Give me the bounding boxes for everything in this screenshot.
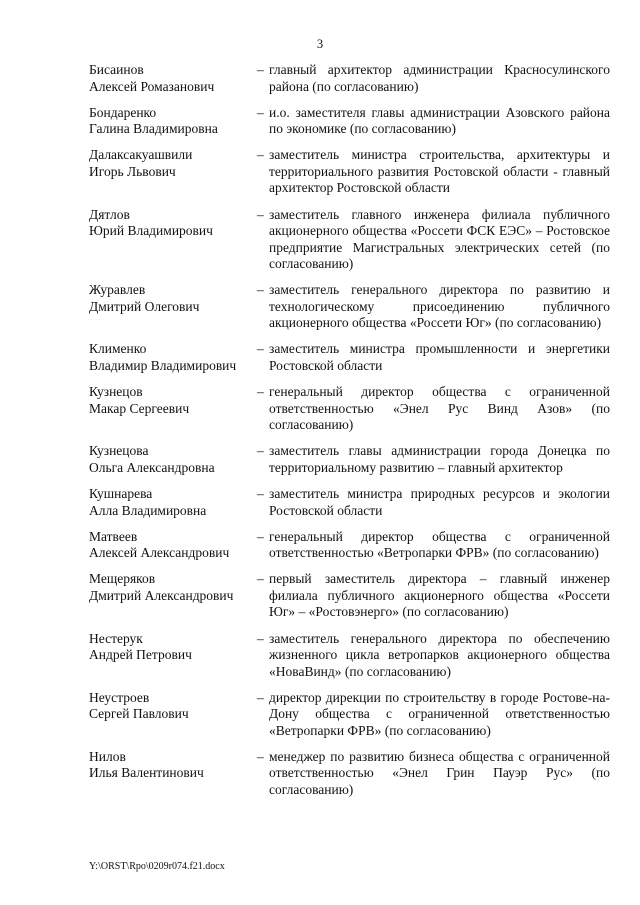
member-given-name: Ольга Александровна	[89, 459, 215, 475]
member-surname: Дятлов	[89, 206, 130, 222]
member-name	[89, 443, 257, 476]
dash-separator: –	[257, 384, 264, 400]
dash-separator: –	[257, 486, 264, 501]
member-surname: Матвеев	[89, 528, 138, 544]
list-item	[89, 105, 610, 138]
member-name	[89, 282, 257, 315]
dash-separator: –	[257, 689, 264, 705]
member-name	[89, 631, 257, 664]
member-given-name: Илья Валентинович	[89, 765, 204, 781]
list-item	[89, 749, 610, 799]
member-name	[89, 341, 257, 374]
member-name	[89, 105, 257, 138]
dash-separator: –	[257, 630, 264, 646]
member-given-name: Галина Владимировна	[89, 121, 218, 137]
member-given-name: Макар Сергеевич	[89, 400, 190, 416]
page-number: 3	[316, 37, 324, 51]
list-item	[89, 207, 610, 273]
member-role: и.о. заместителя главы администрации Азовского района по экономике (по согласованию)	[269, 104, 610, 137]
member-role: генеральный директор общества с ограниченной ответственностью «Ветропарки ФРВ» (по согласованию)	[269, 528, 610, 561]
member-given-name: Дмитрий Александрович	[89, 587, 234, 603]
member-role: заместитель министра строительства, архитектуры и территориального развития Ростовской области - главный архитектор Ростовской области	[269, 147, 610, 196]
dash-separator: –	[257, 282, 264, 298]
list-item	[89, 631, 610, 681]
member-given-name: Алексей Александрович	[89, 545, 230, 561]
list-item	[89, 690, 610, 740]
list-item	[89, 341, 610, 374]
member-given-name: Дмитрий Олегович	[89, 298, 200, 314]
list-item	[89, 486, 610, 519]
member-role: заместитель министра промышленности и энергетики Ростовской области	[269, 341, 610, 373]
member-role: заместитель генерального директора по развитию и технологическому присоединению публичного акционерного общества «Россети Юг» (по согласованию)	[269, 282, 610, 331]
member-surname: Кузнецов	[89, 384, 143, 400]
member-role: заместитель министра природных ресурсов и экологии Ростовской области	[269, 486, 610, 518]
dash-separator: –	[257, 571, 264, 587]
member-role: директор дирекции по строительству в городе Ростове-на-Дону общества с ограниченной ответственностью «Ветропарки ФРВ» (по согласованию)	[269, 689, 610, 738]
member-surname: Бисаинов	[89, 62, 144, 77]
list-item	[89, 62, 610, 95]
member-role: менеджер по развитию бизнеса общества с ограниченной ответственностью «Энел Грин Пауэр Рус» (по согласованию)	[269, 748, 610, 797]
member-name	[89, 207, 257, 240]
member-name	[89, 529, 257, 562]
member-given-name: Владимир Владимирович	[89, 357, 237, 373]
member-surname: Клименко	[89, 341, 147, 357]
member-surname: Далаксакуашвили	[89, 147, 193, 163]
dash-separator: –	[257, 62, 264, 77]
member-role: заместитель главного инженера филиала публичного акционерного общества «Россети ФСК ЕЭС» – Ростовское предприятие Магистральных электрических сетей (по согласованию)	[269, 206, 610, 272]
member-surname: Журавлев	[89, 282, 146, 298]
dash-separator: –	[257, 206, 264, 222]
member-name	[89, 147, 257, 180]
member-role: главный архитектор администрации Красносулинского района (по согласованию)	[269, 62, 610, 94]
member-role: заместитель генерального директора по обеспечению жизненного цикла ветропарков акционерного общества «НоваВинд» (по согласованию)	[269, 630, 610, 679]
member-role: генеральный директор общества с ограниченной ответственностью «Энел Рус Винд Азов» (по согласованию)	[269, 384, 610, 433]
member-given-name: Алексей Ромазанович	[89, 78, 215, 94]
member-name	[89, 749, 257, 782]
list-item	[89, 571, 610, 621]
document-file-path: Y:\ORST\Rpo\0209r074.f21.docx	[89, 861, 225, 872]
list-item	[89, 384, 610, 434]
member-given-name: Юрий Владимирович	[89, 223, 213, 239]
dash-separator: –	[257, 147, 264, 163]
list-item	[89, 529, 610, 562]
list-item	[89, 443, 610, 476]
member-surname: Нилов	[89, 748, 126, 764]
member-surname: Бондаренко	[89, 104, 157, 120]
member-name	[89, 486, 257, 519]
member-name	[89, 384, 257, 417]
member-given-name: Андрей Петрович	[89, 647, 192, 663]
member-role: первый заместитель директора – главный инженер филиала публичного акционерного общества «Россети Юг» – «Ростовэнерго» (по согласованию)	[269, 571, 610, 620]
member-name	[89, 690, 257, 723]
member-name	[89, 571, 257, 604]
dash-separator: –	[257, 443, 264, 459]
members-list	[89, 62, 610, 808]
member-surname: Кузнецова	[89, 443, 149, 459]
member-surname: Неустроев	[89, 689, 150, 705]
member-given-name: Игорь Львович	[89, 163, 176, 179]
dash-separator: –	[257, 341, 264, 357]
member-surname: Нестерук	[89, 630, 143, 646]
dash-separator: –	[257, 104, 264, 120]
member-surname: Кушнарева	[89, 486, 153, 501]
member-given-name: Алла Владимировна	[89, 502, 207, 518]
dash-separator: –	[257, 528, 264, 544]
list-item	[89, 147, 610, 197]
list-item	[89, 282, 610, 332]
member-surname: Мещеряков	[89, 571, 156, 587]
member-name	[89, 62, 257, 95]
dash-separator: –	[257, 748, 264, 764]
member-given-name: Сергей Павлович	[89, 706, 189, 722]
member-role: заместитель главы администрации города Донецка по территориальному развитию – главный архитектор	[269, 443, 610, 475]
